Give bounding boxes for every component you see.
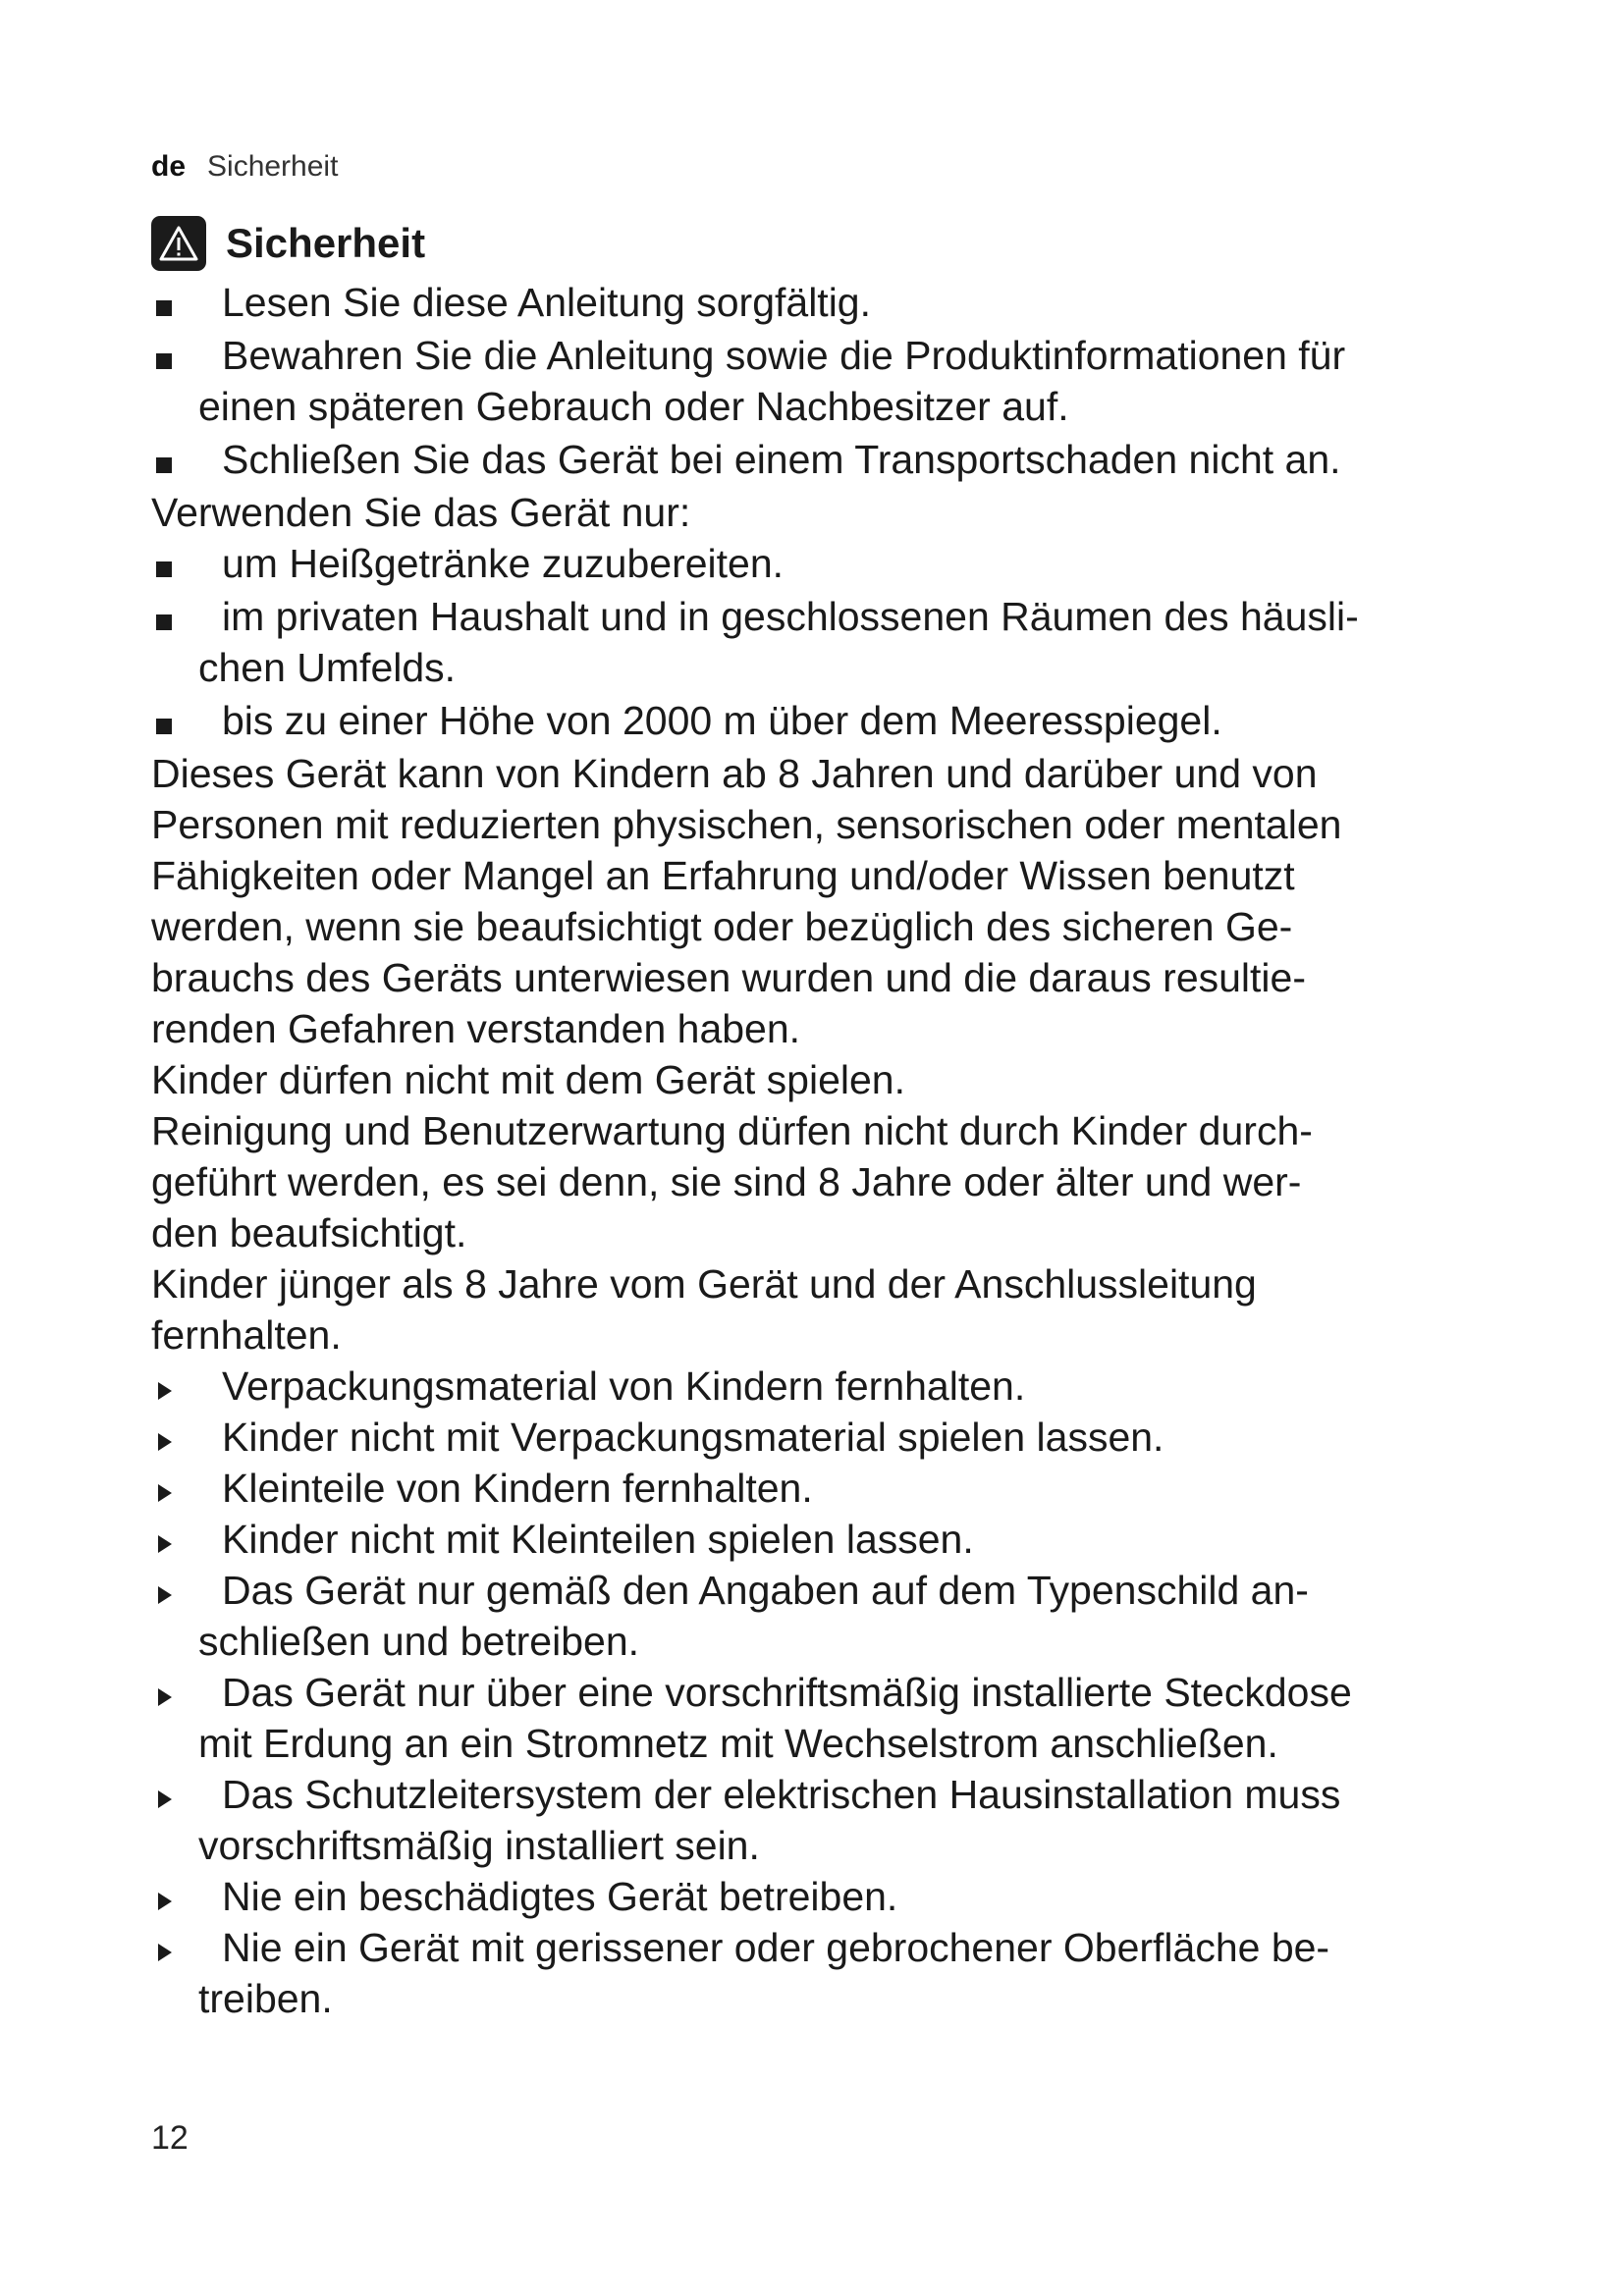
paragraph-line: geführt werden, es sei denn, sie sind 8 Jahre oder älter und wer- [151,1159,1302,1204]
triangle-bullet-icon [158,1433,172,1451]
triangle-bullet-icon [158,1586,172,1604]
paragraph-line: Reinigung und Benutzerwartung dürfen nicht durch Kinder durch- [151,1108,1313,1153]
triangle-bullet-icon [158,1535,172,1553]
language-code: de [151,150,187,183]
paragraph-line: Kinder jünger als 8 Jahre vom Gerät und der Anschlussleitung [151,1261,1257,1307]
square-bullet-icon [156,300,172,316]
list-item: Kinder nicht mit Kleinteilen spielen lassen. [151,1514,1506,1565]
paragraph-line: den beaufsichtigt. [151,1210,467,1255]
paragraph-line: Fähigkeiten oder Mangel an Erfahrung und/oder Wissen benutzt [151,853,1295,898]
square-bullet-icon [156,353,172,369]
list-item: im privaten Haushalt und in geschlossenen Räumen des häusli- chen Umfelds. [151,591,1506,693]
section-label: Sicherheit [207,150,339,183]
page-header [151,149,338,185]
page-number: 12 [151,2119,189,2157]
paragraph-line: Dieses Gerät kann von Kindern ab 8 Jahren und darüber und von [151,751,1318,796]
warning-icon [151,216,206,271]
list-item: Das Schutzleitersystem der elektrischen Hausinstallation muss vorschriftsmäßig installiert sein. [151,1769,1506,1871]
square-bullet-icon [156,561,172,577]
list-item: Nie ein beschädigtes Gerät betreiben. [151,1871,1506,1922]
list-item: Kleinteile von Kindern fernhalten. [151,1463,1506,1514]
usage-intro: Verwenden Sie das Gerät nur: [151,490,691,535]
paragraph-line: brauchs des Geräts unterwiesen wurden und die daraus resultie- [151,955,1306,1000]
triangle-bullet-icon [158,1893,172,1910]
square-bullet-list-general [151,277,1506,485]
list-item: Lesen Sie diese Anleitung sorgfältig. [151,277,1506,328]
square-bullet-list-usage [151,538,1506,746]
section-title: Sicherheit [226,220,426,266]
triangle-bullet-icon [158,1382,172,1400]
list-item: Verpackungsmaterial von Kindern fernhalten. [151,1361,1506,1412]
section-heading [151,214,1506,273]
list-item: Kinder nicht mit Verpackungsmaterial spielen lassen. [151,1412,1506,1463]
paragraph-line: fernhalten. [151,1312,342,1358]
list-item: Bewahren Sie die Anleitung sowie die Produktinformationen für einen späteren Gebrauch oder Nachbesitzer auf. [151,330,1506,432]
list-item: bis zu einer Höhe von 2000 m über dem Meeresspiegel. [151,695,1506,746]
list-item: Das Gerät nur über eine vorschriftsmäßig installierte Steckdose mit Erdung an ein Stromnetz mit Wechselstrom anschließen. [151,1667,1506,1769]
children-paragraph [151,748,1506,1361]
list-item: um Heißgetränke zuzubereiten. [151,538,1506,589]
paragraph-line: Personen mit reduzierten physischen, sensorischen oder mentalen [151,802,1342,847]
paragraph-line: werden, wenn sie beaufsichtigt oder bezüglich des sicheren Ge- [151,904,1293,949]
safety-content [151,214,1506,2024]
triangle-bullet-icon [158,1790,172,1808]
square-bullet-icon [156,719,172,734]
paragraph-line: renden Gefahren verstanden haben. [151,1006,801,1051]
triangle-bullet-icon [158,1688,172,1706]
list-item: Nie ein Gerät mit gerissener oder gebrochener Oberfläche be- treiben. [151,1922,1506,2024]
paragraph-line: Kinder dürfen nicht mit dem Gerät spielen. [151,1057,905,1102]
list-item: Schließen Sie das Gerät bei einem Transportschaden nicht an. [151,434,1506,485]
triangle-bullet-icon [158,1484,172,1502]
triangle-bullet-icon [158,1944,172,1961]
square-bullet-icon [156,457,172,473]
triangle-bullet-list-instructions [151,1361,1506,2024]
square-bullet-icon [156,614,172,630]
list-item: Das Gerät nur gemäß den Angaben auf dem Typenschild an- schließen und betreiben. [151,1565,1506,1667]
